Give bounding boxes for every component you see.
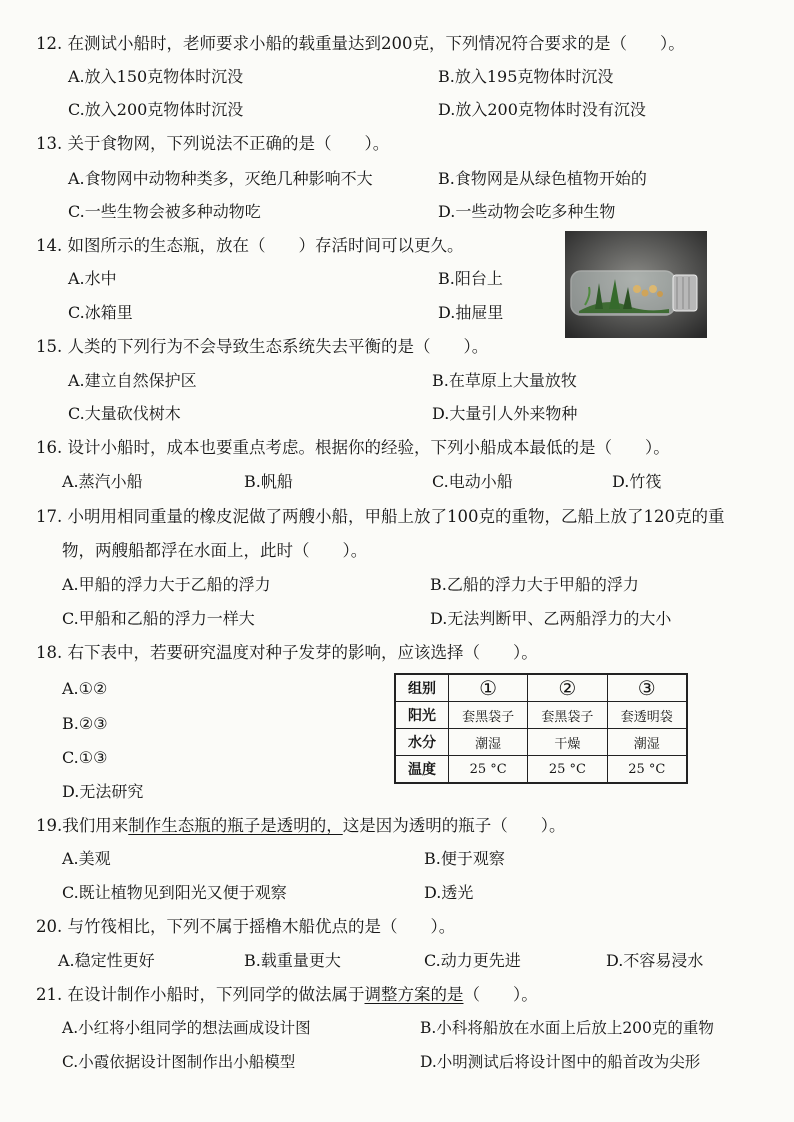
q19-stem-part1: 19.我们用来 xyxy=(36,816,129,835)
table-cell: 套透明袋 xyxy=(607,702,687,729)
question-13-stem: 13. 关于食物网，下列说法不正确的是（ ）。 xyxy=(36,134,390,153)
table-cell: 25 °C xyxy=(528,756,607,784)
table-cell: 水分 xyxy=(395,729,449,756)
q19-option-a[interactable]: A.美观 xyxy=(62,849,111,868)
q18-option-c[interactable]: C.①③ xyxy=(62,748,108,767)
table-cell: 温度 xyxy=(395,756,449,784)
question-15-stem: 15. 人类的下列行为不会导致生态系统失去平衡的是（ ）。 xyxy=(36,337,489,356)
q18-option-b[interactable]: B.②③ xyxy=(62,714,108,733)
q18-option-a[interactable]: A.①② xyxy=(62,679,108,698)
q19-option-b[interactable]: B.便于观察 xyxy=(424,849,505,868)
q16-option-d[interactable]: D.竹筏 xyxy=(612,472,662,491)
question-18-stem: 18. 右下表中，若要研究温度对种子发芽的影响，应该选择（ ）。 xyxy=(36,643,538,662)
bottle-illustration xyxy=(565,231,707,338)
table-row xyxy=(395,756,687,784)
table-row xyxy=(395,702,687,729)
q15-option-c[interactable]: C.大量砍伐树木 xyxy=(68,404,181,423)
question-21-stem xyxy=(36,984,538,1006)
table-header-row xyxy=(395,674,687,702)
table-header-cell: ② xyxy=(528,674,607,702)
table-cell: 套黑袋子 xyxy=(528,702,607,729)
table-cell: 潮湿 xyxy=(607,729,687,756)
q19-option-d[interactable]: D.透光 xyxy=(424,883,474,902)
table-row xyxy=(395,729,687,756)
q14-option-a[interactable]: A.水中 xyxy=(68,269,117,288)
question-17-stem-cont: 物，两艘船都浮在水面上，此时（ ）。 xyxy=(62,541,368,560)
q19-option-c[interactable]: C.既让植物见到阳光又便于观察 xyxy=(62,883,287,902)
table-cell: 25 °C xyxy=(449,756,528,784)
q12-option-b[interactable]: B.放入195克物体时沉没 xyxy=(438,67,614,86)
q14-option-b[interactable]: B.阳台上 xyxy=(438,269,503,288)
q18-option-d[interactable]: D.无法研究 xyxy=(62,782,144,801)
q16-option-a[interactable]: A.蒸汽小船 xyxy=(62,472,143,491)
ecosystem-bottle-photo xyxy=(565,231,707,338)
q17-option-d[interactable]: D.无法判断甲、乙两船浮力的大小 xyxy=(430,609,672,628)
q12-option-a[interactable]: A.放入150克物体时沉没 xyxy=(68,67,244,86)
q13-option-c[interactable]: C.一些生物会被多种动物吃 xyxy=(68,202,261,221)
question-20-stem: 20. 与竹筏相比，下列不属于摇橹木船优点的是（ ）。 xyxy=(36,917,456,936)
q21-option-a[interactable]: A.小红将小组同学的想法画成设计图 xyxy=(62,1019,311,1037)
question-12-stem: 12. 在测试小船时，老师要求小船的载重量达到200克，下列情况符合要求的是（ ）。 xyxy=(36,34,685,53)
q15-option-a[interactable]: A.建立自然保护区 xyxy=(68,371,197,390)
question-14-stem: 14. 如图所示的生态瓶，放在（ ）存活时间可以更久。 xyxy=(36,236,464,255)
q21-option-d[interactable]: D.小明测试后将设计图中的船首改为尖形 xyxy=(420,1053,701,1071)
table-cell: 套黑袋子 xyxy=(449,702,528,729)
question-16-stem: 16. 设计小船时，成本也要重点考虑。根据你的经验，下列小船成本最低的是（ ）。 xyxy=(36,438,670,457)
q17-option-c[interactable]: C.甲船和乙船的浮力一样大 xyxy=(62,609,255,628)
q21-stem-part1: 21. 在设计制作小船时，下列同学的做法属于 xyxy=(36,985,365,1004)
q12-option-d[interactable]: D.放入200克物体时没有沉没 xyxy=(438,100,646,119)
q15-option-d[interactable]: D.大量引人外来物种 xyxy=(432,404,578,423)
q16-option-b[interactable]: B.帆船 xyxy=(244,472,293,491)
table-cell: 25 °C xyxy=(607,756,687,784)
table-cell: 阳光 xyxy=(395,702,449,729)
q20-option-b[interactable]: B.载重量更大 xyxy=(244,951,341,970)
q21-stem-underlined: 调整方案的是 xyxy=(364,985,464,1004)
seed-germination-table xyxy=(394,673,688,784)
q19-stem-underlined: 制作生态瓶的瓶子是透明的， xyxy=(128,816,343,835)
q17-option-b[interactable]: B.乙船的浮力大于甲船的浮力 xyxy=(430,575,639,594)
q17-option-a[interactable]: A.甲船的浮力大于乙船的浮力 xyxy=(62,575,271,594)
q13-option-b[interactable]: B.食物网是从绿色植物开始的 xyxy=(438,169,647,188)
q13-option-d[interactable]: D.一些动物会吃多种生物 xyxy=(438,202,616,221)
q21-stem-part2: （ ）。 xyxy=(463,985,538,1004)
q14-option-d[interactable]: D.抽屉里 xyxy=(438,303,504,322)
q20-option-c[interactable]: C.动力更先进 xyxy=(424,951,521,970)
table-header-cell: ③ xyxy=(607,674,687,702)
table-header-cell: ① xyxy=(449,674,528,702)
q16-option-c[interactable]: C.电动小船 xyxy=(432,472,513,491)
table-header-cell: 组别 xyxy=(395,674,449,702)
q12-option-c[interactable]: C.放入200克物体时沉没 xyxy=(68,100,244,119)
table-cell: 干燥 xyxy=(528,729,607,756)
table-cell: 潮湿 xyxy=(449,729,528,756)
q13-option-a[interactable]: A.食物网中动物种类多，灭绝几种影响不大 xyxy=(68,169,373,188)
q20-option-d[interactable]: D.不容易浸水 xyxy=(606,951,704,970)
q14-option-c[interactable]: C.冰箱里 xyxy=(68,303,133,322)
q19-stem-part2: 这是因为透明的瓶子（ ）。 xyxy=(342,816,566,835)
question-17-stem: 17. 小明用相同重量的橡皮泥做了两艘小船，甲船上放了100克的重物，乙船上放了120克的重 xyxy=(36,507,725,526)
q15-option-b[interactable]: B.在草原上大量放牧 xyxy=(432,371,577,390)
q21-option-b[interactable]: B.小科将船放在水面上后放上200克的重物 xyxy=(420,1019,714,1037)
q20-option-a[interactable]: A.稳定性更好 xyxy=(58,951,155,970)
q21-option-c[interactable]: C.小霞依据设计图制作出小船模型 xyxy=(62,1053,296,1071)
question-19-stem xyxy=(36,815,566,837)
